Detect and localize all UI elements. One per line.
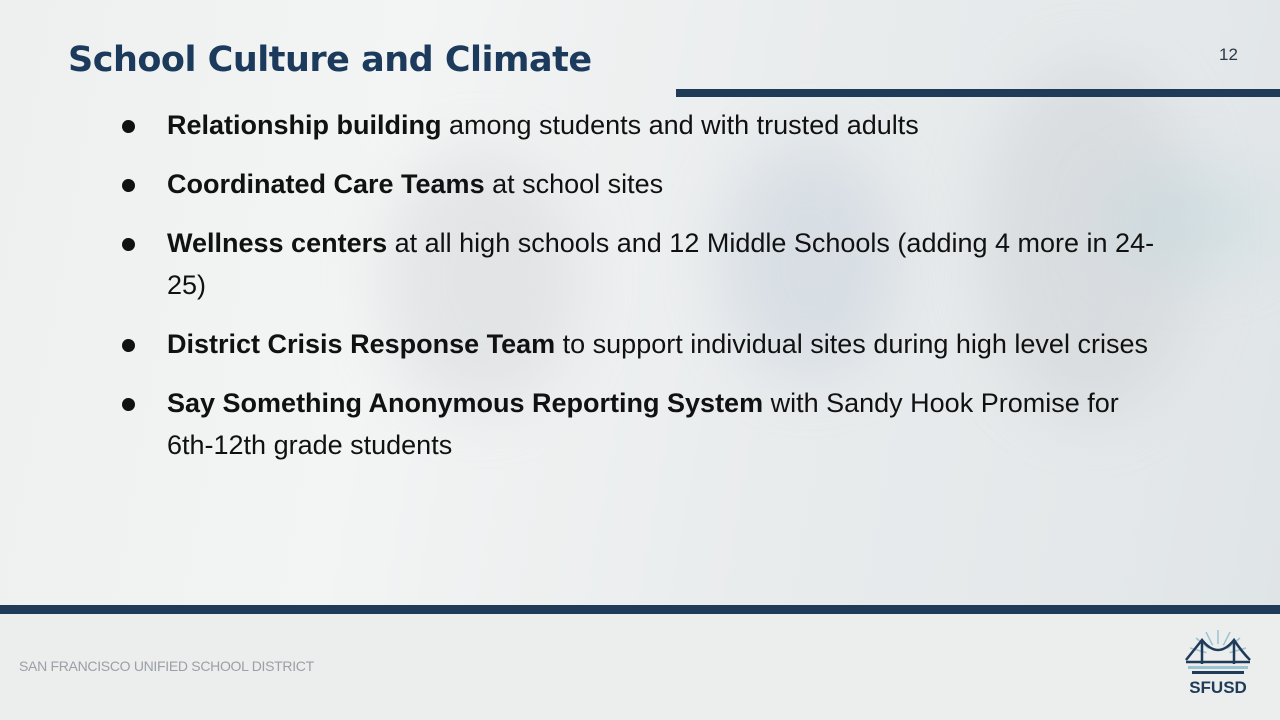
bullet-text: with Sandy Hook Promise for 6th-12th grade students [167, 388, 1119, 460]
golden-gate-bridge-icon [1182, 626, 1254, 678]
bullet-icon [122, 238, 135, 251]
bullet-icon [122, 339, 135, 352]
bullet-bold: Wellness centers [167, 228, 388, 258]
bullet-item [120, 382, 1160, 466]
bullet-icon [122, 179, 135, 192]
sfusd-logo [1182, 626, 1254, 702]
bullet-item [120, 104, 1160, 146]
bullet-item [120, 163, 1160, 205]
bullet-text: to support individual sites during high level crises [555, 329, 1148, 359]
logo-text: SFUSD [1189, 678, 1247, 697]
bullet-text: at all high schools and 12 Middle Schools (adding 4 more in 24-25) [167, 228, 1155, 300]
bullet-list [120, 104, 1160, 483]
bullet-icon [122, 120, 135, 133]
bullet-item [120, 222, 1160, 306]
bullet-text: among students and with trusted adults [441, 110, 919, 140]
bullet-bold: Relationship building [167, 110, 442, 140]
footer-divider [0, 605, 1280, 614]
bullet-bold: District Crisis Response Team [167, 329, 556, 359]
bullet-bold: Say Something Anonymous Reporting System [167, 388, 764, 418]
title-divider [676, 89, 1280, 97]
bullet-bold: Coordinated Care Teams [167, 169, 485, 199]
footer-organization: SAN FRANCISCO UNIFIED SCHOOL DISTRICT [19, 658, 314, 674]
bullet-icon [122, 398, 135, 411]
page-number: 12 [1219, 45, 1238, 64]
slide-title: School Culture and Climate [68, 40, 592, 80]
bullet-text: at school sites [484, 169, 664, 199]
bullet-item [120, 323, 1160, 365]
